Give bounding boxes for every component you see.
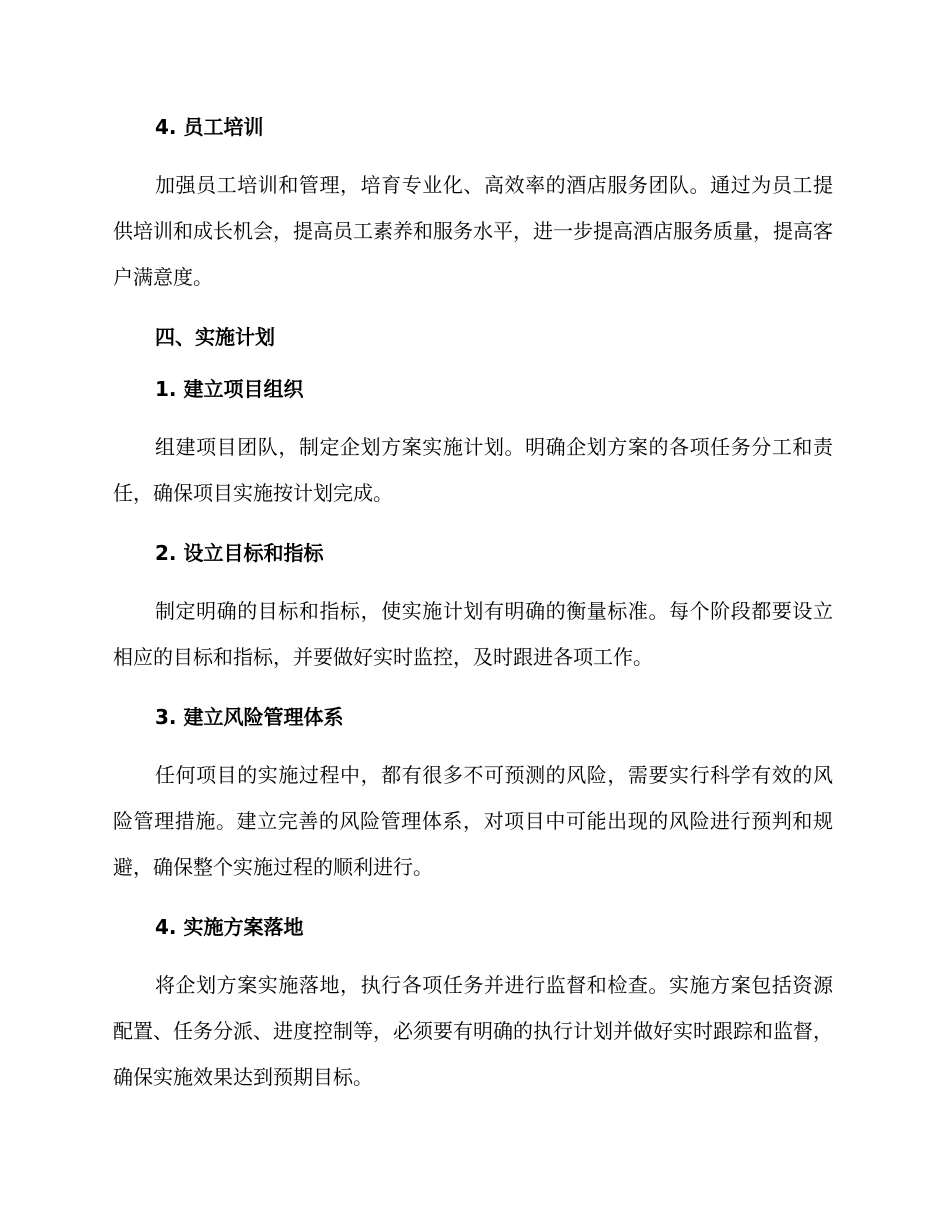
section-paragraph-project-organization: 组建项目团队，制定企划方案实施计划。明确企划方案的各项任务分工和责任，确保项目实施按计划完成。 (113, 435, 833, 505)
chapter-heading-implementation-plan: 四、实施计划 (155, 325, 275, 349)
section-paragraph-staff-training: 加强员工培训和管理，培育专业化、高效率的酒店服务团队。通过为员工提供培训和成长机会，提高员工素养和服务水平，进一步提高酒店服务质量，提高客户满意度。 (113, 173, 833, 289)
section-heading-goals-indicators: 2. 设立目标和指标 (155, 541, 324, 565)
section-heading-plan-implementation: 4. 实施方案落地 (155, 915, 304, 939)
section-paragraph-plan-implementation: 将企划方案实施落地，执行各项任务并进行监督和检查。实施方案包括资源配置、任务分派、进度控制等，必须要有明确的执行计划并做好实时跟踪和监督，确保实施效果达到预期目标。 (113, 973, 833, 1089)
document-page (113, 112, 833, 1100)
section-paragraph-risk-management: 任何项目的实施过程中，都有很多不可预测的风险，需要实行科学有效的风险管理措施。建立完善的风险管理体系，对项目中可能出现的风险进行预判和规避，确保整个实施过程的顺利进行。 (113, 763, 833, 879)
section-paragraph-goals-indicators: 制定明确的目标和指标，使实施计划有明确的衡量标准。每个阶段都要设立相应的目标和指标，并要做好实时监控，及时跟进各项工作。 (113, 599, 833, 669)
section-heading-staff-training: 4. 员工培训 (155, 115, 264, 139)
section-heading-risk-management: 3. 建立风险管理体系 (155, 705, 344, 729)
section-heading-project-organization: 1. 建立项目组织 (155, 377, 304, 401)
